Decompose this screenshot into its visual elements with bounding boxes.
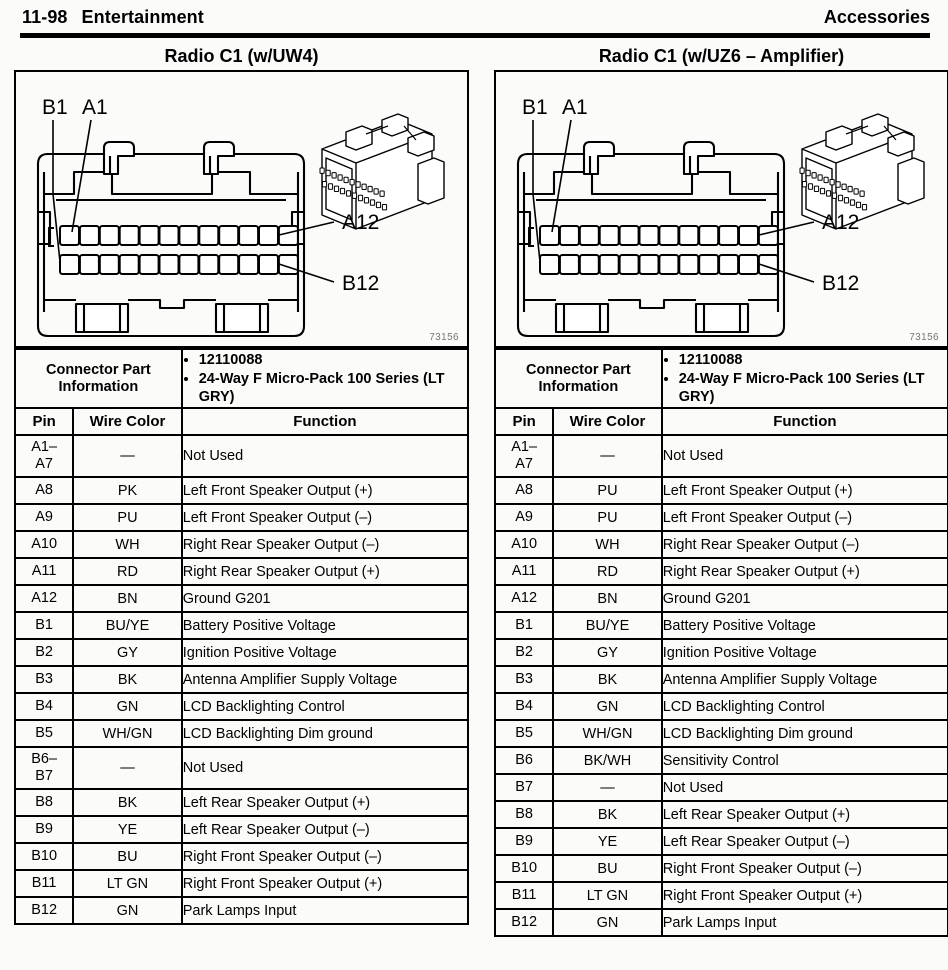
pin-cavity [140,255,159,274]
cell-function: Right Rear Speaker Output (–) [182,531,468,558]
cell-wire-color: BK [73,666,181,693]
list-item: • 12110088 [199,351,467,369]
pin-rows-body [15,435,468,924]
pin-cavity [259,255,278,274]
pin-cavity [540,226,559,245]
table-row [495,909,948,936]
pin-cavity [659,255,678,274]
cell-function: Right Front Speaker Output (–) [182,843,468,870]
column-header-wire-color: Wire Color [73,408,181,435]
cell-pin: B8 [495,801,553,828]
pin-cavity [239,226,258,245]
pin-cavity [679,226,698,245]
pin-cavity [160,226,179,245]
cell-pin: B5 [495,720,553,747]
keying-notch [49,228,54,246]
pin-cavity [560,255,579,274]
panel-radio-c1-uz6-amplifier [494,44,948,937]
table-row [495,855,948,882]
cell-function: Left Rear Speaker Output (–) [182,816,468,843]
pin-cavity [60,255,79,274]
table-row [495,774,948,801]
cell-function: Left Front Speaker Output (–) [662,504,948,531]
pin-cavity [620,255,639,274]
callout-label-a1: A1 [82,96,108,119]
cell-pin: B12 [15,897,73,924]
cell-pin: A11 [495,558,553,585]
cell-function: Ignition Positive Voltage [662,639,948,666]
cell-pin: B6 [495,747,553,774]
cell-wire-color: BN [553,585,661,612]
pin-cavity [580,226,599,245]
cell-wire-color: BK [553,801,661,828]
connector-isometric-icon [320,114,444,229]
pin-information-table [494,348,948,937]
cell-function: Antenna Amplifier Supply Voltage [662,666,948,693]
connector-part-info-list [663,351,947,406]
cell-function: Left Front Speaker Output (+) [182,477,468,504]
page-number: 11-98 [22,7,68,27]
table-row [495,666,948,693]
cell-pin: B9 [15,816,73,843]
cell-function: Sensitivity Control [662,747,948,774]
panel-title: Radio C1 (w/UZ6 – Amplifier) [598,46,845,66]
cell-pin: B4 [15,693,73,720]
table-row [15,558,468,585]
cell-pin: B4 [495,693,553,720]
pin-cavity [600,255,619,274]
cell-pin: B10 [495,855,553,882]
cell-pin: A12 [15,585,73,612]
table-body-top [15,349,468,435]
cell-wire-color: BK [553,666,661,693]
table-row [15,693,468,720]
cell-function: Right Front Speaker Output (–) [662,855,948,882]
cell-function: Park Lamps Input [662,909,948,936]
connector-face-drawing [496,72,947,346]
table-row [15,666,468,693]
cell-function: Ground G201 [662,585,948,612]
cell-function: LCD Backlighting Control [662,693,948,720]
cell-wire-color: WH/GN [73,720,181,747]
cell-function: Not Used [662,435,948,477]
cell-pin: A1– A7 [495,435,553,477]
table-row [495,639,948,666]
pin-rows-body [495,435,948,936]
cell-pin: A11 [15,558,73,585]
cell-function: Left Rear Speaker Output (–) [662,828,948,855]
pin-cavity [719,255,738,274]
pin-cavity [179,255,198,274]
connector-face-drawing [16,72,467,346]
pin-cavity [60,226,79,245]
cell-pin: B11 [15,870,73,897]
table-row [15,504,468,531]
table-row [15,870,468,897]
table-row [495,477,948,504]
table-row [495,612,948,639]
cell-pin: B1 [495,612,553,639]
table-header-row [495,408,948,435]
pin-cavity [719,226,738,245]
keying-notch [529,228,534,246]
cell-function: Park Lamps Input [182,897,468,924]
cell-wire-color: BK [73,789,181,816]
cell-wire-color: RD [73,558,181,585]
cell-function: Right Rear Speaker Output (+) [662,558,948,585]
header-left-group [22,7,204,28]
connector-diagram-svg [16,72,467,346]
cell-function: Right Rear Speaker Output (+) [182,558,468,585]
pin-cavity [699,226,718,245]
callout-label-a12: A12 [342,211,380,234]
table-row [15,531,468,558]
table-row [495,720,948,747]
connector-part-info-values [182,349,468,408]
table-row [495,693,948,720]
table-header-row [15,408,468,435]
cell-wire-color: BU [553,855,661,882]
cell-pin: B2 [15,639,73,666]
cell-pin: A10 [15,531,73,558]
callout-label-b12: B12 [342,272,380,295]
cell-wire-color: YE [73,816,181,843]
list-item: • 24-Way F Micro-Pack 100 Series (LT GRY) [199,370,467,406]
cell-pin: B7 [495,774,553,801]
pin-cavity [219,255,238,274]
cell-function: Antenna Amplifier Supply Voltage [182,666,468,693]
pin-cavity [659,226,678,245]
pin-cavity [640,255,659,274]
pin-cavity [100,255,119,274]
table-row [15,612,468,639]
table-row [495,531,948,558]
connector-diagram-box [14,70,469,348]
cell-function: Not Used [182,747,468,789]
connector-part-info-row [495,349,948,408]
cell-function: Left Rear Speaker Output (+) [662,801,948,828]
cell-pin: A9 [495,504,553,531]
cell-pin: B3 [495,666,553,693]
book-title: Accessories [823,7,930,27]
panel-title: Radio C1 (w/UW4) [164,46,319,66]
connector-isometric-icon [800,114,924,229]
figure-number: 73156 [429,332,459,343]
table-row [15,789,468,816]
pin-cavity [620,226,639,245]
cell-wire-color: BU/YE [553,612,661,639]
cell-wire-color: LT GN [73,870,181,897]
cell-function: Left Rear Speaker Output (+) [182,789,468,816]
pin-cavity [239,255,258,274]
column-header-wire-color: Wire Color [553,408,661,435]
cell-pin: A9 [15,504,73,531]
connector-part-info-row [15,349,468,408]
table-row [15,843,468,870]
cell-wire-color: YE [553,828,661,855]
callout-label-b1: B1 [42,96,68,119]
pin-cavity [219,226,238,245]
cell-pin: A1– A7 [15,435,73,477]
pin-cavity [679,255,698,274]
section-title: Entertainment [81,7,204,27]
table-row [15,435,468,477]
pin-cavity [140,226,159,245]
pin-cavity [640,226,659,245]
cell-wire-color: BU [73,843,181,870]
panel-radio-c1-uw4 [14,44,469,925]
list-item: • 12110088 [679,351,947,369]
page-header [0,0,948,36]
cell-pin: B8 [15,789,73,816]
table-row [15,897,468,924]
pin-cavity [80,226,99,245]
cell-function: LCD Backlighting Dim ground [662,720,948,747]
connector-diagram-box [494,70,948,348]
cell-pin: B3 [15,666,73,693]
figure-number: 73156 [909,332,939,343]
cell-wire-color: BN [73,585,181,612]
pin-cavity [160,255,179,274]
header-rule [20,33,930,38]
connector-part-info-list [183,351,467,406]
cell-wire-color: PU [553,504,661,531]
pin-cavity [600,226,619,245]
column-header-pin: Pin [495,408,553,435]
cell-function: Left Front Speaker Output (+) [662,477,948,504]
cell-pin: B10 [15,843,73,870]
cell-pin: B11 [495,882,553,909]
cell-wire-color: BU/YE [73,612,181,639]
table-row [15,477,468,504]
connector-part-info-values [662,349,948,408]
cell-wire-color: PU [73,504,181,531]
callout-label-a1: A1 [562,96,588,119]
pin-cavity [699,255,718,274]
cell-pin: A12 [495,585,553,612]
callout-label-b1: B1 [522,96,548,119]
table-row [15,747,468,789]
cell-wire-color: — [553,774,661,801]
cell-function: Ground G201 [182,585,468,612]
connector-diagram-svg [496,72,947,346]
cell-wire-color: RD [553,558,661,585]
cell-wire-color: PU [553,477,661,504]
cell-pin: A10 [495,531,553,558]
pin-cavity-grid [540,226,778,274]
connector-part-info-label: Connector Part Information [15,349,182,408]
connector-part-info-label: Connector Part Information [495,349,662,408]
table-row [15,816,468,843]
table-row [495,882,948,909]
pin-cavity [580,255,599,274]
cell-wire-color: GN [73,897,181,924]
table-row [495,585,948,612]
column-header-function: Function [662,408,948,435]
cell-function: LCD Backlighting Dim ground [182,720,468,747]
pin-cavity-grid [60,226,298,274]
table-row [495,828,948,855]
pin-cavity [739,255,758,274]
cell-wire-color: PK [73,477,181,504]
callout-label-b12: B12 [822,272,860,295]
pin-cavity [560,226,579,245]
cell-function: Battery Positive Voltage [662,612,948,639]
pin-cavity [199,255,218,274]
table-row [15,720,468,747]
cell-pin: B1 [15,612,73,639]
table-row [15,585,468,612]
pin-cavity [120,255,139,274]
cell-pin: B9 [495,828,553,855]
column-header-pin: Pin [15,408,73,435]
cell-function: Right Front Speaker Output (+) [662,882,948,909]
cell-function: Not Used [182,435,468,477]
cell-wire-color: GN [553,693,661,720]
cell-wire-color: GY [553,639,661,666]
pin-cavity [279,226,298,245]
table-row [495,504,948,531]
pin-cavity [540,255,559,274]
cell-function: LCD Backlighting Control [182,693,468,720]
table-body-top [495,349,948,435]
cell-pin: B5 [15,720,73,747]
cell-pin: B2 [495,639,553,666]
cell-wire-color: GN [553,909,661,936]
cell-pin: B12 [495,909,553,936]
table-row [495,558,948,585]
pin-cavity [199,226,218,245]
cell-function: Battery Positive Voltage [182,612,468,639]
pin-cavity [100,226,119,245]
cell-function: Not Used [662,774,948,801]
pin-cavity [739,226,758,245]
cell-pin: A8 [15,477,73,504]
cell-wire-color: GN [73,693,181,720]
cell-wire-color: — [553,435,661,477]
pin-cavity [120,226,139,245]
cell-wire-color: — [73,435,181,477]
cell-function: Ignition Positive Voltage [182,639,468,666]
pin-cavity [179,226,198,245]
pin-cavity [759,226,778,245]
pin-cavity [259,226,278,245]
cell-wire-color: GY [73,639,181,666]
cell-pin: A8 [495,477,553,504]
table-row [15,639,468,666]
table-row [495,747,948,774]
list-item: • 24-Way F Micro-Pack 100 Series (LT GRY) [679,370,947,406]
cell-wire-color: WH/GN [553,720,661,747]
callout-label-a12: A12 [822,211,860,234]
cell-wire-color: WH [553,531,661,558]
cell-wire-color: WH [73,531,181,558]
cell-function: Right Front Speaker Output (+) [182,870,468,897]
cell-pin: B6– B7 [15,747,73,789]
cell-wire-color: LT GN [553,882,661,909]
cell-wire-color: BK/WH [553,747,661,774]
cell-function: Left Front Speaker Output (–) [182,504,468,531]
table-row [495,801,948,828]
table-row [495,435,948,477]
column-header-function: Function [182,408,468,435]
cell-function: Right Rear Speaker Output (–) [662,531,948,558]
pin-cavity [80,255,99,274]
cell-wire-color: — [73,747,181,789]
pin-information-table [14,348,469,925]
